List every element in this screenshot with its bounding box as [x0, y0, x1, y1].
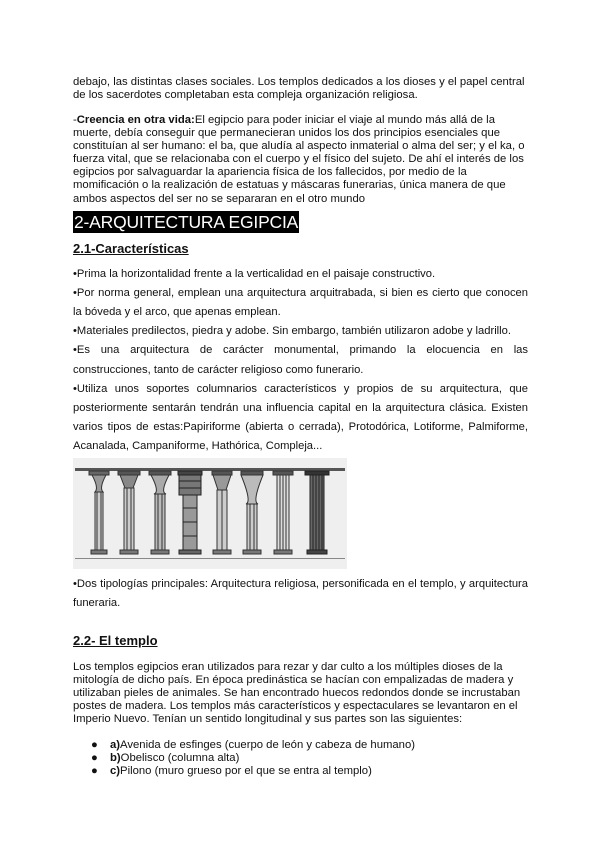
characteristic-item: •Es una arquitectura de carácter monumental, primando la elocuencia en las construcciones, tanto de carácter religioso como funerario. [73, 344, 528, 376]
part-text: Avenida de esfinges (cuerpo de león y cabeza de humano) [120, 738, 416, 751]
part-label: c) [110, 764, 121, 777]
characteristic-item: •Utiliza unos soportes columnarios característicos y propios de su arquitectura, que posteriormente sentarán tendrán una influencia capital en la arquitectura clásica. Existen varios tipos de estas:Papiriforme (abierta o cerrada), Protodórica, Lotiforme, Palmiforme, Acanalada, Campaniforme, Hathórica, Compleja... [73, 382, 528, 453]
part-text: Obelisco (columna alta) [120, 751, 240, 764]
subsection-title-temple: 2.2- El templo [73, 633, 158, 649]
bullet-icon: ● [91, 764, 98, 777]
belief-paragraph [73, 114, 528, 206]
part-text: Pilono (muro grueso por el que se entra al templo) [120, 764, 372, 777]
section-title-architecture: 2-ARQUITECTURA EGIPCIA [74, 211, 299, 232]
columns-drawing [73, 458, 347, 569]
temple-paragraph: Los templos egipcios eran utilizados para rezar y dar culto a los múltiples dioses de la mitología de dicho país. En época predinástica se hacían con empalizadas de madera y utilizaban pieles de animales. Se han encontrado huecos redondos donde se incrustaban postes de madera. Los templos más característicos y espectaculares se levantaron en el Imperio Nuevo. Tenían un sentido longitudinal y sus partes son las siguientes: [73, 661, 521, 726]
bullet-icon: ● [91, 738, 98, 751]
characteristic-item: •Materiales predilectos, piedra y adobe. Sin embargo, también utilizaron adobe y ladrillo. [73, 325, 511, 338]
document-page [73, 76, 528, 778]
list-item [73, 765, 528, 778]
temple-parts-list [73, 739, 528, 778]
bullet-icon: ● [91, 751, 98, 764]
subsection-title-characteristics: 2.1-Características [73, 240, 189, 256]
intro-paragraph: debajo, las distintas clases sociales. Los templos dedicados a los dioses y el papel central de los sacerdotes completaban esta compleja organización religiosa. [73, 76, 525, 101]
typologies-item: •Dos tipologías principales: Arquitectura religiosa, personificada en el templo, y arquitectura funeraria. [73, 577, 528, 609]
characteristic-item: •Por norma general, emplean una arquitectura arquitrabada, si bien es cierto que conocen la bóveda y el arco, que apenas emplean. [73, 286, 528, 319]
part-label: a) [110, 738, 121, 751]
list-item [73, 739, 528, 752]
belief-prefix: - [73, 114, 77, 126]
columns-illustration [73, 458, 347, 569]
characteristic-item: •Prima la horizontalidad frente a la verticalidad en el paisaje constructivo. [73, 267, 436, 280]
belief-text: El egipcio para poder iniciar el viaje al mundo más allá de la muerte, debía conseguir que permanecieran unidos los dos principios esenciales que constituían al ser humano: el ba, que aludía al aspecto inmaterial o alma del ser; y el ka, o fuerza vital, que se relacionaba con el cuerpo y el físico del sujeto. De ahí el interés de los egipcios por salvaguardar la apariencia física de los fallecidos, por medio de la momificación o la realización de estatuas y máscaras funerarias, única manera de que ambos aspectos del ser no se separaran en el otro mundo [73, 114, 525, 205]
list-item [73, 752, 528, 765]
belief-label: Creencia en otra vida: [76, 114, 195, 126]
part-label: b) [110, 751, 121, 764]
